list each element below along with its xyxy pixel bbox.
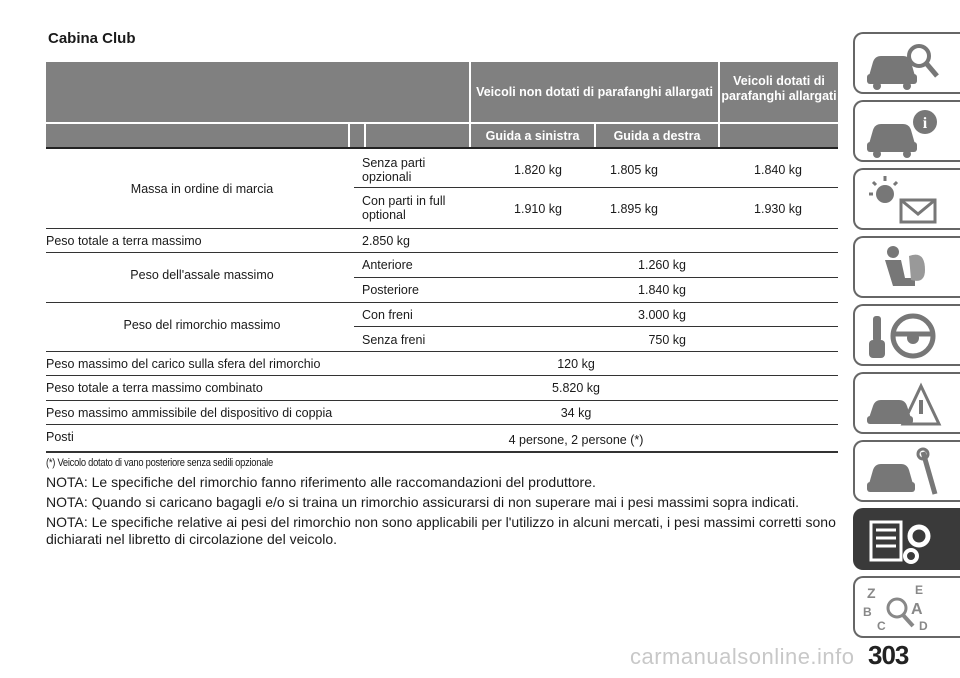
table-subheader — [46, 124, 838, 147]
row-label-rimorchio: Peso del rimorchio massimo — [123, 318, 281, 332]
seat-airbag-icon — [863, 242, 943, 296]
header-non-widened: Veicoli non dotati di parafanghi allargati — [476, 84, 713, 99]
cell-value: 1.910 kg — [514, 202, 562, 216]
subheader-right-drive: Guida a destra — [613, 128, 701, 143]
cell-value: 2.850 kg — [362, 234, 410, 248]
technical-data-gear-icon — [863, 514, 943, 568]
car-maintenance-tools-icon — [863, 446, 943, 500]
cell-value: 1.260 kg — [638, 258, 686, 272]
svg-text:i: i — [922, 115, 928, 132]
car-search-icon — [863, 38, 943, 92]
svg-text:D: D — [919, 619, 928, 633]
section-title: Cabina Club — [48, 30, 136, 47]
footnote: (*) Veicolo dotato di vano posteriore senza sedili opzionale — [46, 457, 273, 469]
note-2: NOTA: Quando si caricano bagagli e/o si traina un rimorchio assicurarsi di non superare mai i pesi massimi sopra indicati. — [46, 494, 799, 510]
cell-value: 1.840 kg — [754, 163, 802, 177]
tab-maintenance[interactable] — [853, 440, 960, 502]
cell-value: 3.000 kg — [638, 308, 686, 322]
tab-warning-lights[interactable] — [853, 168, 960, 230]
row-sub-posteriore: Posteriore — [362, 283, 419, 297]
tab-index[interactable] — [853, 576, 960, 638]
car-info-icon — [863, 106, 943, 160]
cell-value: 1.820 kg — [514, 163, 562, 177]
row-label-combinato: Peso totale a terra massimo combinato — [46, 381, 263, 395]
warning-light-message-icon — [863, 174, 943, 228]
cell-value: 1.930 kg — [754, 202, 802, 216]
tab-car-search[interactable] — [853, 32, 960, 94]
row-sub-senza-freni: Senza freni — [362, 333, 426, 347]
row-sub-full-optional: Con parti in full optional — [362, 194, 446, 222]
tab-emergency[interactable] — [853, 372, 960, 434]
watermark: carmanualsonline.info — [630, 644, 855, 669]
cell-value: 1.805 kg — [610, 163, 658, 177]
cell-value: 1.840 kg — [638, 283, 686, 297]
table-header — [46, 62, 838, 122]
cell-value: 5.820 kg — [552, 381, 600, 395]
alphabetical-index-icon — [863, 582, 943, 636]
row-label-sfera: Peso massimo del carico sulla sfera del rimorchio — [46, 357, 321, 371]
cell-value: 4 persone, 2 persone (*) — [508, 433, 644, 447]
page-number: 303 — [868, 640, 909, 670]
row-sub-con-freni: Con freni — [362, 308, 413, 322]
svg-text:E: E — [915, 583, 924, 597]
svg-text:A: A — [911, 601, 923, 618]
cell-value: 1.895 kg — [610, 202, 658, 216]
note-3: NOTA: Le specifiche relative ai pesi del rimorchio non sono applicabili per l'utilizzo in alcuni mercati, i pesi massimi corretti sono dichiarati nel libretto di circolazione del veicolo. — [46, 514, 836, 547]
key-steering-wheel-icon — [863, 310, 943, 364]
row-label-massa: Massa in ordine di marcia — [130, 182, 274, 196]
subheader-left-drive: Guida a sinistra — [485, 128, 580, 143]
row-label-coppia: Peso massimo ammissibile del dispositivo di coppia — [46, 406, 333, 420]
svg-text:C: C — [877, 619, 886, 633]
tab-car-info[interactable] — [853, 100, 960, 162]
row-label-assale: Peso dell'assale massimo — [130, 268, 274, 282]
tab-safety[interactable] — [853, 236, 960, 298]
note-1: NOTA: Le specifiche del rimorchio fanno riferimento alle raccomandazioni del produttore. — [46, 474, 596, 490]
tab-technical-data[interactable] — [853, 508, 960, 570]
row-label-posti: Posti — [46, 430, 74, 444]
cell-value: 120 kg — [557, 357, 595, 371]
row-sub-senza-parti: Senza parti opzionali — [362, 156, 426, 184]
row-label-peso-totale: Peso totale a terra massimo — [46, 234, 202, 248]
svg-text:B: B — [863, 605, 872, 619]
car-breakdown-warning-icon — [863, 378, 943, 432]
row-sub-anteriore: Anteriore — [362, 258, 413, 272]
tab-driving[interactable] — [853, 304, 960, 366]
cell-value: 750 kg — [648, 333, 686, 347]
svg-text:Z: Z — [867, 585, 876, 601]
cell-value: 34 kg — [560, 406, 592, 420]
header-widened: Veicoli dotati di parafanghi allargati — [721, 74, 837, 103]
